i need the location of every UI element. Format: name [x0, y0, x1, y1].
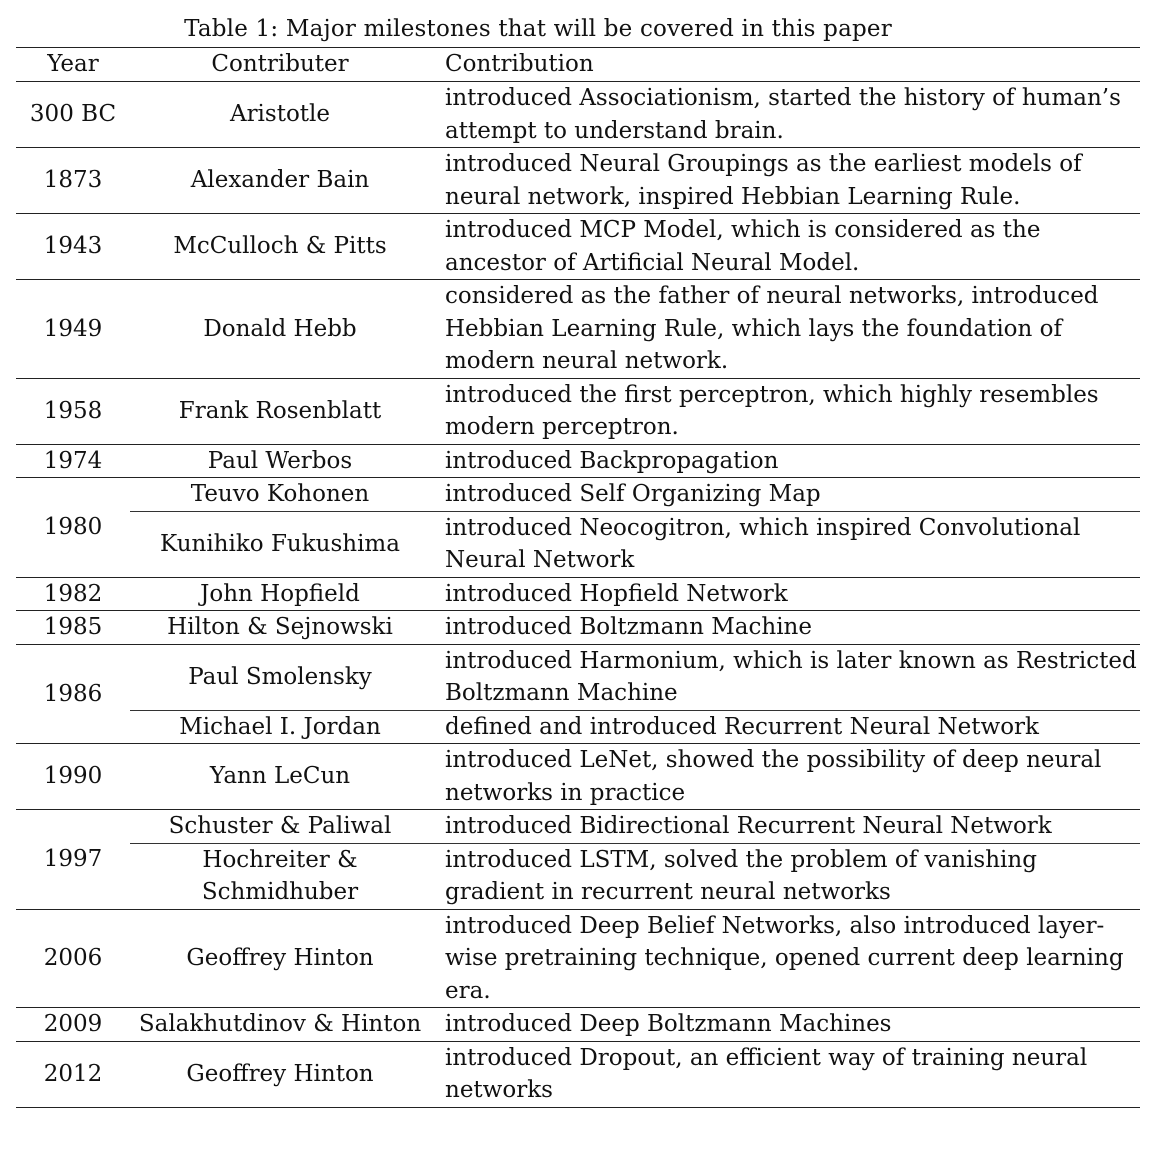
cell-contributor: Paul Smolensky — [130, 644, 430, 710]
cell-year: 1982 — [16, 577, 130, 611]
cell-contributor: John Hopfield — [130, 577, 430, 611]
header-year: Year — [16, 48, 130, 82]
cell-year: 1990 — [16, 744, 130, 810]
cell-year: 2009 — [16, 1008, 130, 1042]
cell-contribution: introduced Dropout, an efficient way of training neural networks — [430, 1041, 1140, 1107]
cell-contributor: Geoffrey Hinton — [130, 1041, 430, 1107]
cell-year: 1958 — [16, 378, 130, 444]
cell-year: 1985 — [16, 611, 130, 645]
cell-contribution: introduced Deep Boltzmann Machines — [430, 1008, 1140, 1042]
cell-contributor: Donald Hebb — [130, 280, 430, 379]
table-row — [16, 378, 1140, 444]
table-row — [16, 611, 1140, 645]
cell-contributor: Yann LeCun — [130, 744, 430, 810]
table-row — [16, 511, 1140, 577]
cell-year: 1997 — [16, 810, 130, 910]
cell-year: 1873 — [16, 148, 130, 214]
table-caption-text: Table 1: Major milestones that will be covered in this paper — [184, 16, 892, 42]
table-row — [16, 810, 1140, 844]
cell-contributor: Geoffrey Hinton — [130, 909, 430, 1008]
cell-contribution: considered as the father of neural networks, introduced Hebbian Learning Rule, which lays the foundation of modern neural network. — [430, 280, 1140, 379]
cell-contributor: Aristotle — [130, 82, 430, 148]
cell-contributor: Schuster & Paliwal — [130, 810, 430, 844]
table-row — [16, 82, 1140, 148]
table-row — [16, 444, 1140, 478]
cell-contributor: Hilton & Sejnowski — [130, 611, 430, 645]
cell-contribution: introduced Neural Groupings as the earliest models of neural network, inspired Hebbian Learning Rule. — [430, 148, 1140, 214]
milestones-table — [16, 47, 1140, 1108]
cell-contributor: Paul Werbos — [130, 444, 430, 478]
cell-contributor: Teuvo Kohonen — [130, 478, 430, 512]
table-row — [16, 280, 1140, 379]
header-contribution: Contribution — [430, 48, 1140, 82]
cell-contribution: introduced Harmonium, which is later known as Restricted Boltzmann Machine — [430, 644, 1140, 710]
table-row — [16, 478, 1140, 512]
cell-contributor: Kunihiko Fukushima — [130, 511, 430, 577]
cell-contribution: introduced Neocogitron, which inspired Convolutional Neural Network — [430, 511, 1140, 577]
table-row — [16, 148, 1140, 214]
cell-contribution: introduced Self Organizing Map — [430, 478, 1140, 512]
cell-contribution: introduced LSTM, solved the problem of vanishing gradient in recurrent neural networks — [430, 843, 1140, 909]
cell-contribution: introduced MCP Model, which is considered as the ancestor of Artificial Neural Model. — [430, 214, 1140, 280]
table-row — [16, 1041, 1140, 1107]
table-row — [16, 214, 1140, 280]
cell-year: 1949 — [16, 280, 130, 379]
table-row — [16, 843, 1140, 909]
cell-contributor: Hochreiter & Schmidhuber — [130, 843, 430, 909]
cell-contribution: introduced the first perceptron, which highly resembles modern perceptron. — [430, 378, 1140, 444]
cell-contribution: introduced LeNet, showed the possibility of deep neural networks in practice — [430, 744, 1140, 810]
cell-contribution: introduced Boltzmann Machine — [430, 611, 1140, 645]
milestones-table-wrapper — [16, 47, 1140, 1108]
cell-year: 1986 — [16, 644, 130, 744]
cell-contribution: defined and introduced Recurrent Neural Network — [430, 710, 1140, 744]
table-header-row — [16, 48, 1140, 82]
cell-year: 1980 — [16, 478, 130, 578]
table-row — [16, 909, 1140, 1008]
table-row — [16, 1008, 1140, 1042]
cell-contribution: introduced Bidirectional Recurrent Neural Network — [430, 810, 1140, 844]
cell-contributor: Frank Rosenblatt — [130, 378, 430, 444]
cell-year: 1943 — [16, 214, 130, 280]
cell-year: 2006 — [16, 909, 130, 1008]
table-row — [16, 744, 1140, 810]
cell-contributor: Salakhutdinov & Hinton — [130, 1008, 430, 1042]
cell-contribution: introduced Deep Belief Networks, also introduced layer-wise pretraining technique, opened current deep learning era. — [430, 909, 1140, 1008]
header-contributor: Contributer — [130, 48, 430, 82]
table-row — [16, 644, 1140, 710]
cell-contributor: Alexander Bain — [130, 148, 430, 214]
cell-year: 2012 — [16, 1041, 130, 1107]
cell-year: 300 BC — [16, 82, 130, 148]
cell-contributor: McCulloch & Pitts — [130, 214, 430, 280]
cell-contribution: introduced Associationism, started the history of human’s attempt to understand brain. — [430, 82, 1140, 148]
cell-year: 1974 — [16, 444, 130, 478]
table-row — [16, 710, 1140, 744]
cell-contributor: Michael I. Jordan — [130, 710, 430, 744]
table-caption — [0, 16, 1076, 42]
table-row — [16, 577, 1140, 611]
cell-contribution: introduced Backpropagation — [430, 444, 1140, 478]
cell-contribution: introduced Hopfield Network — [430, 577, 1140, 611]
